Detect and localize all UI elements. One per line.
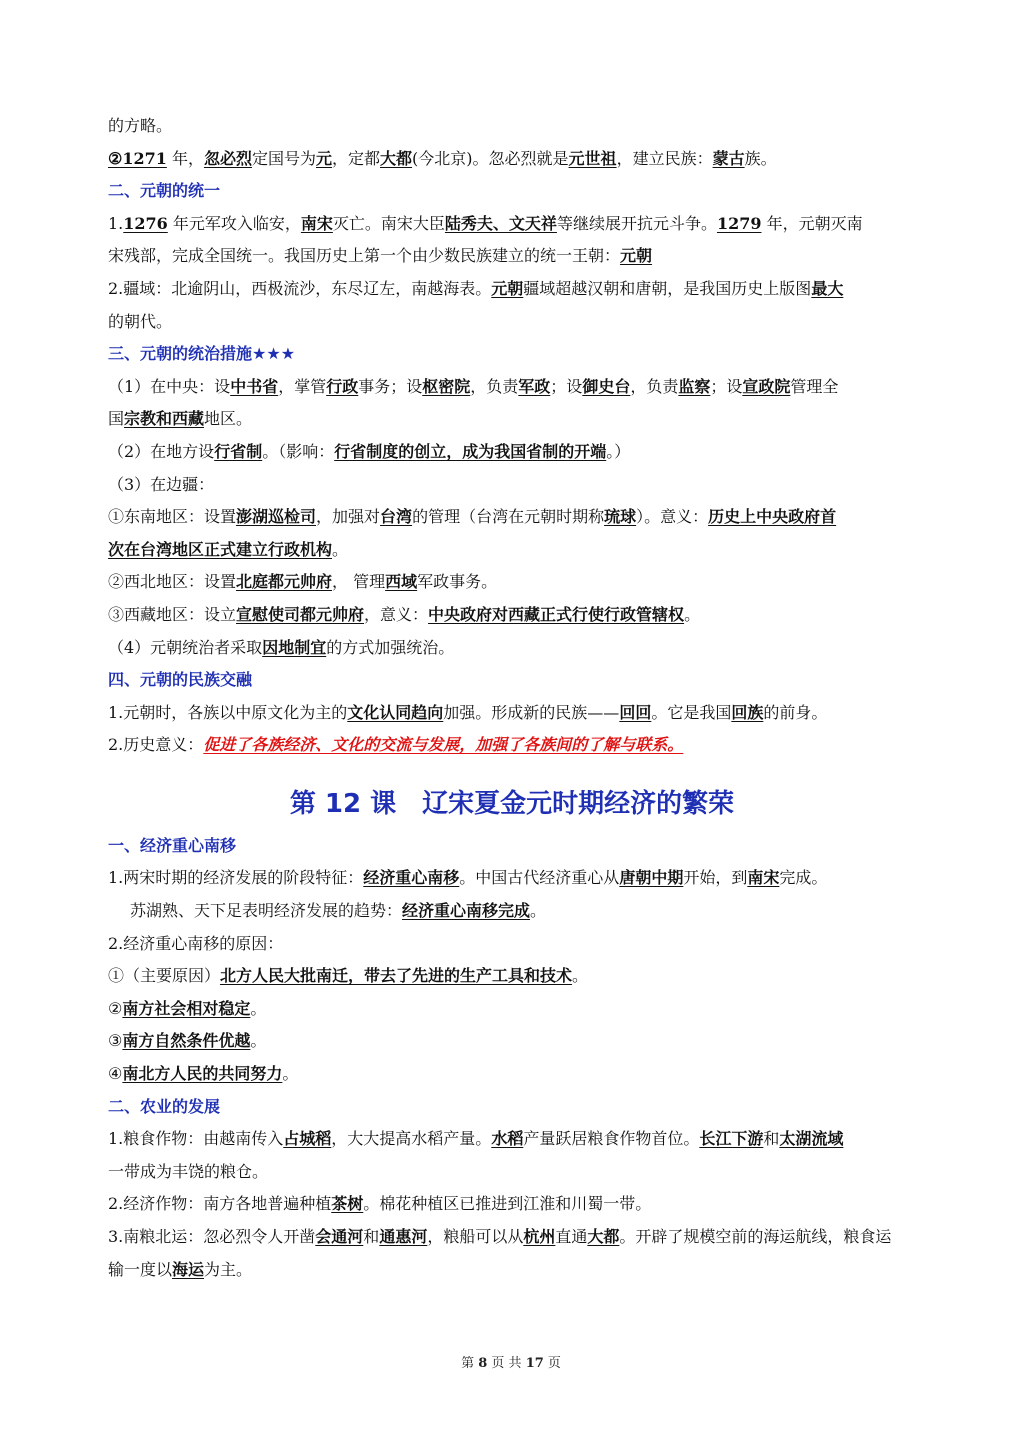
key-term: 行省制 [214, 441, 263, 461]
text-segment: 开始，到 [683, 868, 748, 888]
key-term: 1279 [716, 213, 762, 233]
key-term: 大都 [380, 148, 413, 168]
text-segment: 1. [108, 213, 124, 233]
text-line [108, 1188, 916, 1221]
text-segment: ，大大提高水稻产量。 [331, 1129, 492, 1149]
key-term: 南宋 [747, 868, 780, 888]
text-line [108, 1123, 916, 1156]
key-term: 南方社会相对稳定 [122, 998, 251, 1018]
text-segment: 。） [606, 441, 631, 461]
text-segment: 。 [282, 1064, 299, 1084]
section-heading: 二、元朝的统一 [108, 181, 221, 201]
text-segment: 和 [763, 1129, 780, 1149]
text-line [108, 928, 916, 961]
text-segment: ，建立民族： [616, 148, 713, 168]
key-term: 通惠河 [379, 1227, 428, 1246]
key-term: 茶树 [331, 1194, 364, 1214]
text-segment: 完成。 [779, 868, 828, 888]
text-line [108, 729, 916, 762]
text-segment: ，意义： [364, 604, 429, 624]
key-term: 经济重心南移 [363, 868, 460, 888]
text-segment: ；设 [710, 376, 743, 396]
key-term: 御史台 [582, 376, 631, 396]
key-term: 回回 [619, 702, 652, 722]
highlight-statement: 促进了各族经济、文化的交流与发展，加强了各族间的了解与联系。 [203, 735, 684, 755]
key-term: 行省制度的创立，成为我国省制的开端 [334, 441, 607, 461]
text-segment: 产量跃居粮食作物首位。 [523, 1129, 700, 1149]
key-term: 琉球 [604, 507, 637, 527]
text-segment: 等继续展开抗元斗争。 [556, 213, 717, 233]
text-segment: 族。 [744, 148, 777, 168]
text-segment: 1.粮食作物：由越南传入 [108, 1129, 284, 1149]
text-segment: 的朝代。 [108, 311, 173, 331]
text-segment: 2.经济重心南移的原因： [108, 933, 284, 953]
text-segment: 。（影响： [262, 441, 335, 461]
text-segment: 的前身。 [763, 702, 828, 722]
text-segment: 国 [108, 409, 125, 429]
text-segment: 。棉花种植区已推进到江淮和川蜀一带。 [363, 1194, 652, 1214]
text-segment: ④ [108, 1064, 123, 1084]
footer-total-pages: 17 [525, 1356, 544, 1371]
key-term: 南宋 [300, 213, 333, 233]
text-segment: ，定都 [332, 148, 381, 168]
key-term: 海运 [172, 1259, 205, 1279]
text-segment: 。中国古代经济重心从 [459, 868, 620, 888]
text-segment: 1.元朝时，各族以中原文化为主的 [108, 702, 348, 722]
text-segment: 。 [684, 604, 701, 624]
text-line [108, 534, 916, 567]
footer-mid: 页 共 [491, 1356, 522, 1371]
text-segment: 的方式加强统治。 [326, 637, 455, 657]
text-line [108, 599, 916, 632]
text-line [108, 208, 916, 241]
key-term: 回族 [731, 702, 764, 722]
text-segment: 2.历史意义： [108, 735, 204, 755]
key-term: 元朝 [620, 246, 653, 266]
text-segment: 加强。形成新的民族—— [443, 702, 620, 722]
text-line [108, 960, 916, 993]
section-heading: 四、元朝的民族交融 [108, 670, 253, 690]
text-line [108, 110, 916, 143]
text-line [108, 697, 916, 730]
key-term: 台湾 [380, 507, 413, 527]
footer-prefix: 第 [461, 1356, 475, 1371]
key-term: 北庭都元帅府 [236, 572, 333, 592]
key-term: 文化认同趋向 [347, 702, 444, 722]
text-segment: 地区。 [204, 409, 253, 429]
text-line [108, 403, 916, 436]
key-term: 蒙古 [712, 148, 745, 168]
lesson-title: 第 12 课 辽宋夏金元时期经济的繁荣 [289, 788, 735, 819]
text-segment: 。 [572, 966, 589, 986]
text-line [108, 632, 916, 665]
text-segment: 。 [250, 1031, 267, 1051]
key-term: 澎湖巡检司 [236, 507, 317, 527]
text-segment: 2.疆域：北逾阴山，西极流沙，东尽辽左，南越海表。 [108, 278, 492, 298]
key-term: 中央政府对西藏正式行使行政管辖权 [428, 604, 685, 624]
text-segment: ①（主要原因） [108, 966, 221, 986]
text-segment: ② [108, 998, 123, 1018]
text-segment: 年， [166, 148, 204, 168]
text-segment: （2）在地方设 [108, 441, 215, 461]
text-segment: ，掌管 [278, 376, 327, 396]
text-line [108, 1058, 916, 1091]
text-segment: 为主。 [204, 1259, 253, 1279]
text-segment: 年元军攻入临安， [167, 213, 301, 233]
key-term: ②1271 [108, 148, 167, 168]
key-term: 杭州 [523, 1227, 556, 1246]
text-segment: 。它是我国 [651, 702, 732, 722]
key-term: 会通河 [315, 1227, 364, 1246]
document-body [108, 110, 916, 1286]
key-term: 西域 [385, 572, 418, 592]
text-segment: 2.经济作物：南方各地普遍种植 [108, 1194, 332, 1214]
text-segment: （4）元朝统治者采取 [108, 637, 263, 657]
text-segment: 管理全 [790, 376, 839, 396]
key-term: 1276 [123, 213, 168, 233]
text-line [108, 993, 916, 1026]
text-segment: ， 管理 [332, 572, 386, 592]
text-line [108, 566, 916, 599]
text-line [108, 501, 916, 534]
text-line [108, 371, 916, 404]
text-segment: 疆域超越汉朝和唐朝，是我国历史上版图 [523, 278, 812, 298]
text-segment: 1.两宋时期的经济发展的阶段特征： [108, 868, 364, 888]
text-line [108, 1221, 916, 1254]
text-line [108, 1025, 916, 1058]
text-segment: 事务；设 [358, 376, 423, 396]
text-segment: 。 [530, 901, 547, 921]
key-term: 最大 [811, 278, 844, 298]
key-term: 宗教和西藏 [124, 409, 205, 429]
text-line [108, 143, 916, 176]
section-heading: 一、经济重心南移 [108, 835, 237, 855]
text-segment: 一带成为丰饶的粮仓。 [108, 1161, 269, 1181]
text-line [108, 895, 916, 928]
text-segment: ，负责 [630, 376, 679, 396]
text-segment: ③ [108, 1031, 123, 1051]
text-segment: 的管理（台湾在元朝时期称 [412, 507, 605, 527]
page-footer [0, 1352, 1022, 1371]
text-segment: 年，元朝灭南 [761, 213, 863, 233]
text-line [108, 273, 916, 306]
text-line [108, 306, 916, 339]
key-term: 长江下游 [699, 1129, 764, 1149]
text-segment: 。 [250, 998, 267, 1018]
text-line [108, 1254, 916, 1287]
text-segment: 。 [332, 539, 349, 559]
key-term: 枢密院 [422, 376, 471, 396]
key-term: 监察 [678, 376, 711, 396]
text-segment: ，加强对 [316, 507, 381, 527]
key-term: 军政 [518, 376, 551, 396]
key-term: 忽必烈 [203, 148, 252, 168]
key-term: 宣政院 [742, 376, 791, 396]
key-term: 因地制宜 [262, 637, 327, 657]
text-segment: ，负责 [470, 376, 519, 396]
text-segment: ，粮船可以从 [427, 1227, 524, 1246]
text-segment: （1）在中央：设 [108, 376, 231, 396]
text-segment: 直通 [555, 1227, 588, 1246]
key-term: 占城稻 [283, 1129, 332, 1149]
key-term: 元朝 [491, 278, 524, 298]
text-segment: 3.南粮北运：忽必烈令人开凿 [108, 1227, 316, 1246]
text-segment: 灭亡。南宋大臣 [332, 213, 445, 233]
key-term: 宣慰使司都元帅府 [236, 604, 365, 624]
key-term: 陆秀夫、文天祥 [444, 213, 557, 233]
key-term: 南北方人民的共同努力 [122, 1064, 283, 1084]
key-term: 历史上中央政府首 [708, 507, 837, 527]
text-segment: 军政事务。 [417, 572, 498, 592]
footer-page-number: 8 [478, 1356, 488, 1371]
text-segment: 和 [363, 1227, 380, 1246]
text-line [108, 436, 916, 469]
key-term: 元 [316, 148, 333, 168]
text-line [108, 862, 916, 895]
key-term: 次在台湾地区正式建立行政机构 [108, 539, 333, 559]
key-term: 水稻 [491, 1129, 524, 1149]
key-term: 行政 [326, 376, 359, 396]
text-segment: ③西藏地区：设立 [108, 604, 237, 624]
key-term: 中书省 [230, 376, 279, 396]
text-segment: ；设 [550, 376, 583, 396]
text-segment: 定国号为 [251, 148, 316, 168]
key-term: 大都 [587, 1227, 620, 1246]
key-term: 南方自然条件优越 [122, 1031, 251, 1051]
text-segment: 。开辟了规模空前的海运航线，粮食运 [619, 1227, 892, 1246]
text-segment: 苏湖熟、天下足表明经济发展的趋势： [130, 901, 403, 921]
text-line [108, 240, 916, 273]
key-term: 北方人民大批南迁，带去了先进的生产工具和技术 [220, 966, 573, 986]
section-heading: 二、农业的发展 [108, 1096, 221, 1116]
section-heading: 三、元朝的统治措施★★★ [108, 344, 296, 364]
key-term: 太湖流域 [779, 1129, 844, 1149]
key-term: 经济重心南移完成 [402, 901, 531, 921]
footer-suffix: 页 [547, 1356, 561, 1371]
text-segment: ②西北地区：设置 [108, 572, 237, 592]
text-segment: 的方略。 [108, 116, 173, 135]
key-term: 元世祖 [568, 148, 617, 168]
text-segment: （3）在边疆： [108, 474, 215, 494]
text-segment: ①东南地区：设置 [108, 507, 237, 527]
text-segment: 宋残部，完成全国统一。我国历史上第一个由少数民族建立的统一王朝： [108, 246, 621, 266]
text-line [108, 1156, 916, 1189]
text-line [108, 469, 916, 502]
text-segment: (今北京)。忽必烈就是 [412, 148, 569, 168]
text-segment: 输一度以 [108, 1259, 173, 1279]
text-segment: ）。意义： [636, 507, 709, 527]
key-term: 唐朝中期 [619, 868, 684, 888]
